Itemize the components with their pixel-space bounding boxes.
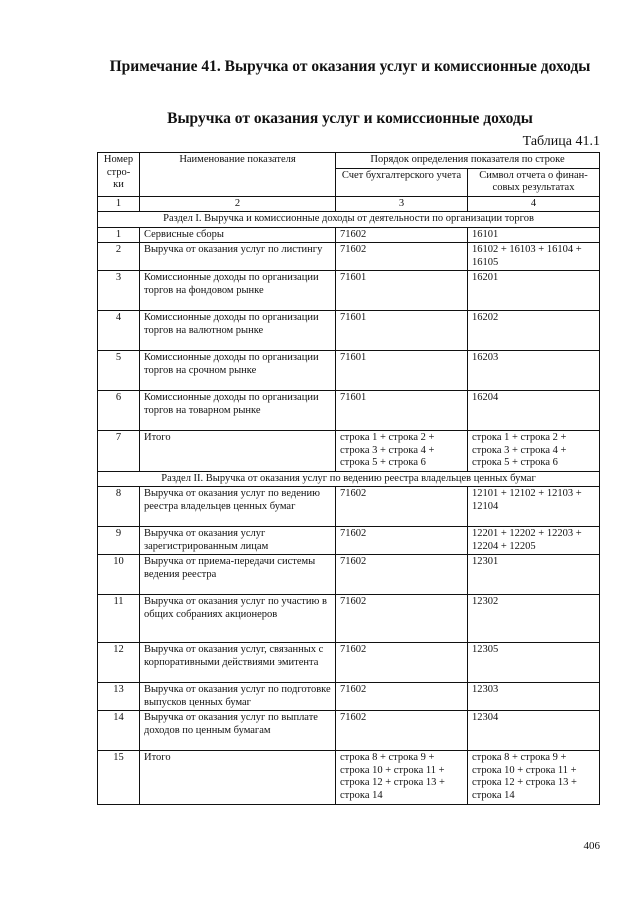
row-name: Выручка от оказания услуг по участию в общих собраниях акционеров: [140, 595, 336, 643]
header-col-number: Номер стро-ки: [98, 153, 140, 197]
row-name: Выручка от оказания услуг, связанных с корпоративными действиями эмитента: [140, 643, 336, 683]
row-account: 71601: [336, 391, 468, 431]
note-title: Примечание 41. Выручка от оказания услуг и комиссионные доходы: [109, 58, 591, 75]
table-row: [98, 643, 600, 683]
row-number: 8: [98, 487, 140, 527]
index-cell: 3: [336, 196, 468, 212]
row-symbol: 12304: [468, 711, 600, 751]
row-account: 71602: [336, 227, 468, 243]
row-symbol: 16203: [468, 351, 600, 391]
row-number: 12: [98, 643, 140, 683]
row-name: Итого: [140, 751, 336, 805]
table-row: [98, 527, 600, 555]
section-row: [98, 212, 600, 228]
row-name: Выручка от оказания услуг зарегистрированным лицам: [140, 527, 336, 555]
row-account: 71602: [336, 487, 468, 527]
row-name: Комиссионные доходы по организации торгов на фондовом рынке: [140, 271, 336, 311]
row-account: строка 1 + строка 2 + строка 3 + строка 4 + строка 5 + строка 6: [336, 431, 468, 472]
index-row: [98, 196, 600, 212]
row-number: 4: [98, 311, 140, 351]
table-row: [98, 391, 600, 431]
row-symbol: строка 8 + строка 9 + строка 10 + строка 11 + строка 12 + строка 13 + строка 14: [468, 751, 600, 805]
row-number: 15: [98, 751, 140, 805]
row-symbol: 12303: [468, 683, 600, 711]
header-row: [98, 153, 600, 169]
row-symbol: 16204: [468, 391, 600, 431]
revenue-table: [97, 152, 600, 805]
row-account: 71602: [336, 595, 468, 643]
header-col-symbol: Символ отчета о финан-совых результатах: [468, 168, 600, 196]
table-row: [98, 431, 600, 472]
row-symbol: 16202: [468, 311, 600, 351]
row-name: Выручка от оказания услуг по подготовке выпусков ценных бумаг: [140, 683, 336, 711]
row-number: 14: [98, 711, 140, 751]
row-symbol: 16102 + 16103 + 16104 + 16105: [468, 243, 600, 271]
document-title: Выручка от оказания услуг и комиссионные доходы: [167, 110, 533, 127]
row-symbol: 12301: [468, 555, 600, 595]
row-name: Выручка от оказания услуг по листингу: [140, 243, 336, 271]
table-row: [98, 351, 600, 391]
row-number: 7: [98, 431, 140, 472]
section-1-body: [98, 227, 600, 471]
table-row: [98, 683, 600, 711]
row-symbol: 16101: [468, 227, 600, 243]
row-account: 71602: [336, 527, 468, 555]
row-symbol: 12201 + 12202 + 12203 + 12204 + 12205: [468, 527, 600, 555]
header-col-account: Счет бухгалтерского учета: [336, 168, 468, 196]
table-row: [98, 243, 600, 271]
row-name: Комиссионные доходы по организации торгов на валютном рынке: [140, 311, 336, 351]
row-account: 71601: [336, 351, 468, 391]
row-number: 9: [98, 527, 140, 555]
header-col-group: Порядок определения показателя по строке: [336, 153, 600, 169]
page-number: 406: [583, 840, 600, 852]
row-number: 5: [98, 351, 140, 391]
section-2-body: [98, 487, 600, 805]
row-symbol: 12101 + 12102 + 12103 + 12104: [468, 487, 600, 527]
row-number: 3: [98, 271, 140, 311]
table-row: [98, 311, 600, 351]
row-name: Выручка от оказания услуг по ведению реестра владельцев ценных бумаг: [140, 487, 336, 527]
index-cell: 4: [468, 196, 600, 212]
row-account: строка 8 + строка 9 + строка 10 + строка 11 + строка 12 + строка 13 + строка 14: [336, 751, 468, 805]
row-account: 71602: [336, 555, 468, 595]
row-number: 11: [98, 595, 140, 643]
row-name: Комиссионные доходы по организации торгов на срочном рынке: [140, 351, 336, 391]
table-row: [98, 711, 600, 751]
row-number: 13: [98, 683, 140, 711]
row-number: 2: [98, 243, 140, 271]
row-account: 71602: [336, 643, 468, 683]
table-row: [98, 595, 600, 643]
index-cell: 1: [98, 196, 140, 212]
row-account: 71602: [336, 243, 468, 271]
table-label: Таблица 41.1: [522, 134, 600, 149]
row-account: 71602: [336, 711, 468, 751]
table-row: [98, 227, 600, 243]
row-number: 10: [98, 555, 140, 595]
section-1-title: Раздел I. Выручка и комиссионные доходы от деятельности по организации торгов: [98, 212, 600, 228]
row-account: 71602: [336, 683, 468, 711]
table-row: [98, 487, 600, 527]
row-account: 71601: [336, 311, 468, 351]
row-symbol: 12305: [468, 643, 600, 683]
row-number: 1: [98, 227, 140, 243]
row-number: 6: [98, 391, 140, 431]
row-symbol: 12302: [468, 595, 600, 643]
row-symbol: 16201: [468, 271, 600, 311]
row-name: Выручка от приема-передачи системы ведения реестра: [140, 555, 336, 595]
row-name: Выручка от оказания услуг по выплате доходов по ценным бумагам: [140, 711, 336, 751]
row-account: 71601: [336, 271, 468, 311]
table-row: [98, 271, 600, 311]
header-col-name: Наименование показателя: [140, 153, 336, 197]
table-row: [98, 555, 600, 595]
section-2-title: Раздел II. Выручка от оказания услуг по ведению реестра владельцев ценных бумаг: [98, 471, 600, 487]
row-name: Комиссионные доходы по организации торгов на товарном рынке: [140, 391, 336, 431]
table-row: [98, 751, 600, 805]
row-name: Сервисные сборы: [140, 227, 336, 243]
section-row: [98, 471, 600, 487]
row-name: Итого: [140, 431, 336, 472]
index-cell: 2: [140, 196, 336, 212]
row-symbol: строка 1 + строка 2 + строка 3 + строка 4 + строка 5 + строка 6: [468, 431, 600, 472]
